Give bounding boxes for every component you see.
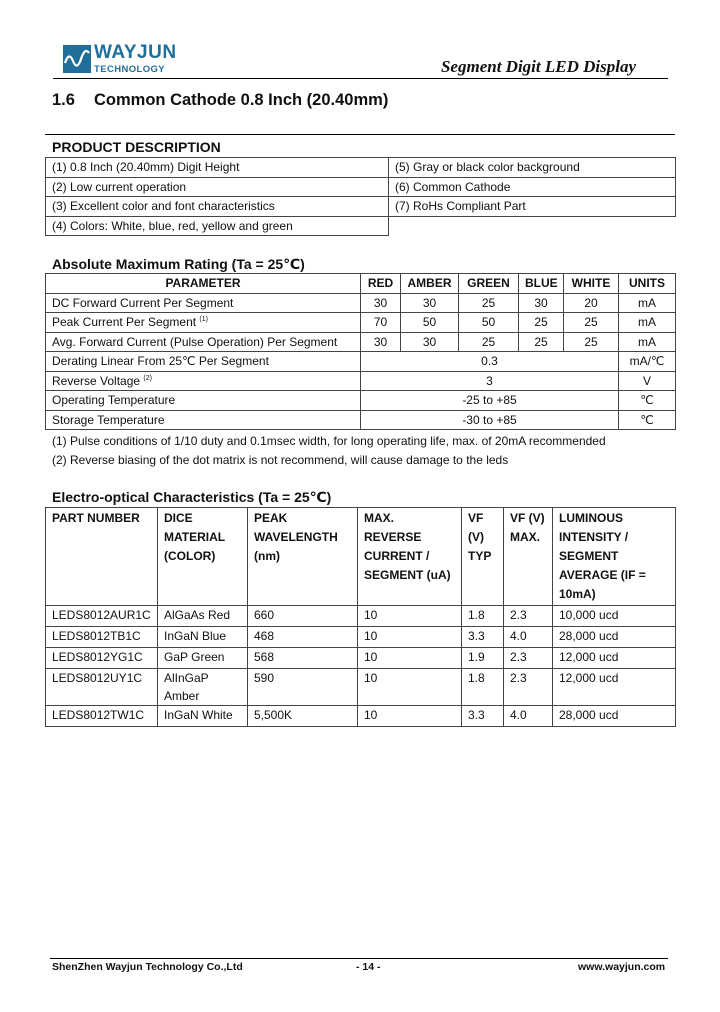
column-header: GREEN xyxy=(459,274,519,294)
value-cell: 3 xyxy=(361,371,619,391)
parameter-cell xyxy=(46,293,361,313)
column-header-line: AVERAGE (IF = xyxy=(559,568,646,582)
data-cell: LEDS8012AUR1C xyxy=(46,606,158,627)
data-cell: LEDS8012YG1C xyxy=(46,648,158,669)
parameter-label: Peak Current Per Segment xyxy=(52,315,197,330)
logo-brand-name: WAYJUN xyxy=(94,42,177,63)
column-header-line: LUMINOUS xyxy=(559,511,623,525)
table-row xyxy=(46,706,676,727)
parameter-cell xyxy=(46,371,361,391)
data-cell: 10 xyxy=(358,648,462,669)
data-cell: 10 xyxy=(358,706,462,727)
header-rule xyxy=(53,78,668,79)
section-divider xyxy=(45,134,675,135)
data-cell: 28,000 ucd xyxy=(553,706,676,727)
footer-page-number: - 14 - xyxy=(356,961,381,973)
unit-cell: mA xyxy=(619,293,676,313)
footnote-ref: (2) xyxy=(143,374,152,382)
section-title-text: Common Cathode 0.8 Inch (20.40mm) xyxy=(94,91,389,109)
column-header: UNITS xyxy=(619,274,676,294)
parameter-cell xyxy=(46,410,361,430)
description-cell xyxy=(389,216,676,236)
value-cell: 70 xyxy=(361,313,401,333)
column-header-line: SEGMENT (uA) xyxy=(364,568,451,582)
data-cell: 590 xyxy=(248,669,358,706)
value-cell: 0.3 xyxy=(361,352,619,372)
column-header-line: MAX. xyxy=(510,530,540,544)
table-row xyxy=(46,627,676,648)
column-header-line: (V) xyxy=(468,530,484,544)
value-cell: 50 xyxy=(459,313,519,333)
data-cell: 12,000 ucd xyxy=(553,648,676,669)
data-cell: AlGaAs Red xyxy=(158,606,248,627)
data-cell: 1.8 xyxy=(462,606,504,627)
column-header-line: VF xyxy=(468,511,484,525)
data-cell: 568 xyxy=(248,648,358,669)
data-cell: AlInGaP Amber xyxy=(158,669,248,706)
table-row xyxy=(46,352,676,372)
description-cell: (2) Low current operation xyxy=(46,177,389,197)
column-header: PARAMETER xyxy=(46,274,361,294)
data-cell: 2.3 xyxy=(504,669,553,706)
column-header xyxy=(504,508,553,606)
table-row xyxy=(46,293,676,313)
data-cell: 10 xyxy=(358,669,462,706)
table-row xyxy=(46,158,676,178)
table-row xyxy=(46,391,676,411)
data-cell: InGaN White xyxy=(158,706,248,727)
electro-optical-table xyxy=(45,507,676,727)
electro-optical-heading: Electro-optical Characteristics (Ta = 25℃) xyxy=(52,489,332,505)
footnote-ref: (1) xyxy=(199,316,208,324)
product-description-heading: PRODUCT DESCRIPTION xyxy=(52,139,221,155)
logo-brand-sub: TECHNOLOGY xyxy=(94,64,166,75)
description-cell: (1) 0.8 Inch (20.40mm) Digit Height xyxy=(46,158,389,178)
data-cell: 1.9 xyxy=(462,648,504,669)
column-header xyxy=(46,508,158,606)
column-header-line: TYP xyxy=(468,549,492,563)
unit-cell: ℃ xyxy=(619,391,676,411)
parameter-label: Operating Temperature xyxy=(52,393,176,408)
data-cell: GaP Green xyxy=(158,648,248,669)
description-cell: (4) Colors: White, blue, red, yellow and green xyxy=(46,216,389,236)
column-header-line: PART NUMBER xyxy=(52,511,140,525)
value-cell: 30 xyxy=(361,332,401,352)
data-cell: 3.3 xyxy=(462,627,504,648)
wave-logo-icon xyxy=(63,45,91,73)
column-header xyxy=(358,508,462,606)
parameter-cell xyxy=(46,352,361,372)
data-cell: InGaN Blue xyxy=(158,627,248,648)
column-header-line: (nm) xyxy=(254,549,280,563)
table-row xyxy=(46,606,676,627)
data-cell: 4.0 xyxy=(504,706,553,727)
value-cell: -30 to +85 xyxy=(361,410,619,430)
unit-cell: ℃ xyxy=(619,410,676,430)
parameter-label: Avg. Forward Current (Pulse Operation) Per Segment xyxy=(52,334,338,349)
description-cell: (3) Excellent color and font characteristics xyxy=(46,197,389,217)
data-cell: 468 xyxy=(248,627,358,648)
data-cell: 2.3 xyxy=(504,648,553,669)
table-row xyxy=(46,313,676,333)
abs-max-note-2: (2) Reverse biasing of the dot matrix is not recommend, will cause damage to the leds xyxy=(52,453,509,467)
parameter-cell xyxy=(46,391,361,411)
value-cell: 30 xyxy=(401,332,459,352)
table-row xyxy=(46,197,676,217)
footer-website: www.wayjun.com xyxy=(578,961,666,973)
value-cell: 25 xyxy=(459,332,519,352)
footer-rule xyxy=(50,958,668,959)
column-header-line: WAVELENGTH xyxy=(254,530,338,544)
column-header xyxy=(553,508,676,606)
column-header-line: (COLOR) xyxy=(164,549,216,563)
column-header xyxy=(248,508,358,606)
parameter-cell xyxy=(46,332,361,352)
parameter-label: Derating Linear From 25℃ Per Segment xyxy=(52,354,269,369)
description-cell: (5) Gray or black color background xyxy=(389,158,676,178)
abs-max-table xyxy=(45,273,676,430)
data-cell: LEDS8012TB1C xyxy=(46,627,158,648)
column-header-line: CURRENT / xyxy=(364,549,430,563)
data-cell: LEDS8012UY1C xyxy=(46,669,158,706)
column-header xyxy=(462,508,504,606)
table-row xyxy=(46,371,676,391)
description-cell: (7) RoHs Compliant Part xyxy=(389,197,676,217)
data-cell: 10 xyxy=(358,627,462,648)
value-cell: 25 xyxy=(564,332,619,352)
table-row xyxy=(46,177,676,197)
value-cell: 30 xyxy=(401,293,459,313)
column-header-line: 10mA) xyxy=(559,587,596,601)
value-cell: -25 to +85 xyxy=(361,391,619,411)
unit-cell: mA xyxy=(619,313,676,333)
data-cell: 3.3 xyxy=(462,706,504,727)
value-cell: 25 xyxy=(459,293,519,313)
description-cell: (6) Common Cathode xyxy=(389,177,676,197)
parameter-cell xyxy=(46,313,361,333)
footer-company: ShenZhen Wayjun Technology Co.,Ltd xyxy=(52,961,243,973)
column-header-line: PEAK xyxy=(254,511,288,525)
company-logo xyxy=(63,43,183,77)
column-header-line: SEGMENT xyxy=(559,549,619,563)
parameter-label: DC Forward Current Per Segment xyxy=(52,295,234,310)
unit-cell: V xyxy=(619,371,676,391)
column-header-line: DICE xyxy=(164,511,193,525)
data-cell: 5,500K xyxy=(248,706,358,727)
table-row xyxy=(46,669,676,706)
data-cell: 10 xyxy=(358,606,462,627)
data-cell: LEDS8012TW1C xyxy=(46,706,158,727)
value-cell: 30 xyxy=(361,293,401,313)
section-number: 1.6 xyxy=(52,91,75,109)
data-cell: 4.0 xyxy=(504,627,553,648)
data-cell: 10,000 ucd xyxy=(553,606,676,627)
data-cell: 28,000 ucd xyxy=(553,627,676,648)
table-row xyxy=(46,216,676,236)
value-cell: 25 xyxy=(519,332,564,352)
abs-max-heading: Absolute Maximum Rating (Ta = 25℃) xyxy=(52,256,305,272)
column-header-line: INTENSITY / xyxy=(559,530,629,544)
column-header: WHITE xyxy=(564,274,619,294)
data-cell: 12,000 ucd xyxy=(553,669,676,706)
column-header-line: MAX. xyxy=(364,511,394,525)
data-cell: 2.3 xyxy=(504,606,553,627)
column-header-line: REVERSE xyxy=(364,530,422,544)
column-header-line: MATERIAL xyxy=(164,530,226,544)
column-header-line: VF (V) xyxy=(510,511,545,525)
unit-cell: mA/℃ xyxy=(619,352,676,372)
parameter-label: Storage Temperature xyxy=(52,412,165,427)
table-row xyxy=(46,648,676,669)
data-cell: 1.8 xyxy=(462,669,504,706)
value-cell: 25 xyxy=(564,313,619,333)
value-cell: 20 xyxy=(564,293,619,313)
column-header xyxy=(158,508,248,606)
value-cell: 25 xyxy=(519,313,564,333)
data-cell: 660 xyxy=(248,606,358,627)
column-header: RED xyxy=(361,274,401,294)
column-header: AMBER xyxy=(401,274,459,294)
value-cell: 30 xyxy=(519,293,564,313)
document-title: Segment Digit LED Display xyxy=(440,57,636,76)
table-row xyxy=(46,410,676,430)
abs-max-note-1: (1) Pulse conditions of 1/10 duty and 0.1msec width, for long operating life, max. of 20mA recommended xyxy=(52,434,606,448)
column-header: BLUE xyxy=(519,274,564,294)
product-description-table xyxy=(45,157,676,236)
value-cell: 50 xyxy=(401,313,459,333)
parameter-label: Reverse Voltage xyxy=(52,373,141,388)
unit-cell: mA xyxy=(619,332,676,352)
table-row xyxy=(46,332,676,352)
section-title xyxy=(52,91,388,110)
